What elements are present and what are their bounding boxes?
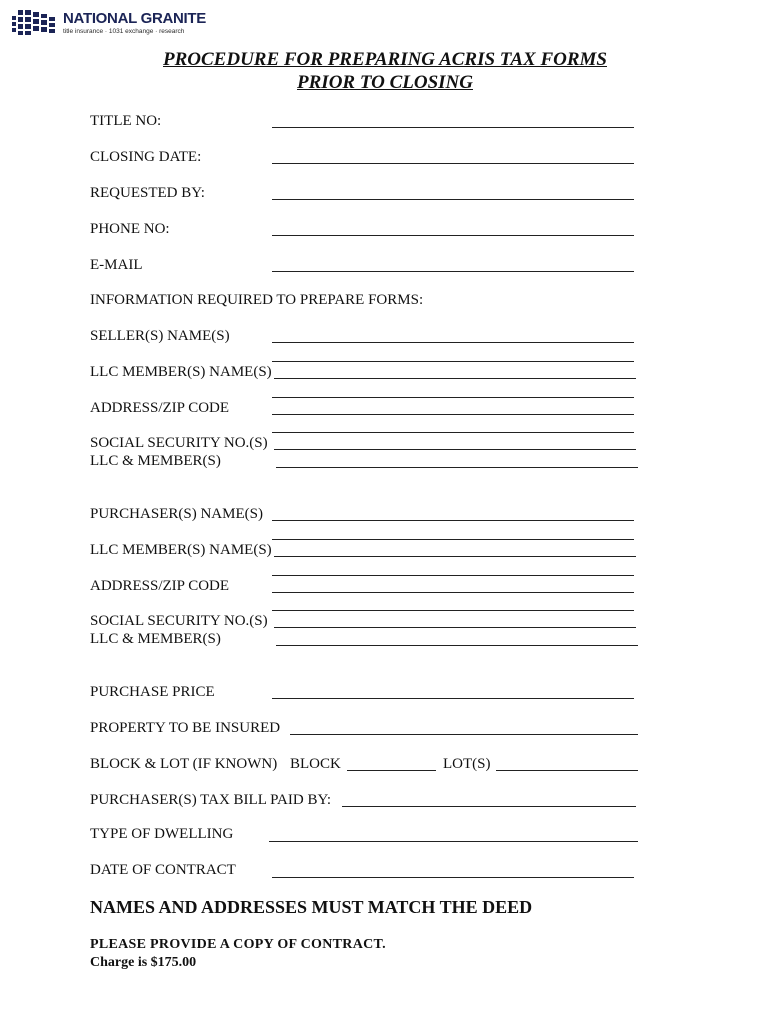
phone-no-label: PHONE NO: bbox=[90, 221, 170, 237]
seller-llc-and-members-label: LLC & MEMBER(S) bbox=[90, 453, 221, 469]
purchase-price-label: PURCHASE PRICE bbox=[90, 684, 215, 700]
block-field[interactable] bbox=[347, 770, 436, 771]
email-label: E-MAIL bbox=[90, 257, 143, 273]
property-insured-field[interactable] bbox=[290, 734, 638, 735]
lots-field[interactable] bbox=[496, 770, 638, 771]
seller-address-field-2[interactable] bbox=[272, 432, 634, 433]
info-required-heading: INFORMATION REQUIRED TO PREPARE FORMS: bbox=[90, 292, 424, 308]
seller-llc-and-members-field[interactable] bbox=[276, 467, 638, 468]
title-no-label: TITLE NO: bbox=[90, 113, 162, 129]
purchaser-ssn-field[interactable] bbox=[274, 627, 636, 628]
purchase-price-field[interactable] bbox=[272, 698, 634, 699]
purchaser-llc-members-label: LLC MEMBER(S) NAME(S) bbox=[90, 542, 272, 558]
title-no-field[interactable] bbox=[272, 127, 634, 128]
type-of-dwelling-label: TYPE OF DWELLING bbox=[90, 826, 234, 842]
block-lot-label: BLOCK & LOT (IF KNOWN) bbox=[90, 756, 278, 772]
seller-ssn-label: SOCIAL SECURITY NO.(S) bbox=[90, 435, 268, 451]
purchaser-llc-members-field-2[interactable] bbox=[272, 575, 634, 576]
page-subtitle: PRIOR TO CLOSING bbox=[297, 72, 473, 93]
seller-names-field-2[interactable] bbox=[272, 361, 634, 362]
company-logo bbox=[12, 8, 212, 40]
seller-names-label: SELLER(S) NAME(S) bbox=[90, 328, 230, 344]
purchaser-names-field-2[interactable] bbox=[272, 539, 634, 540]
seller-llc-members-field[interactable] bbox=[274, 378, 636, 379]
purchaser-names-field[interactable] bbox=[272, 520, 634, 521]
date-of-contract-field[interactable] bbox=[272, 877, 634, 878]
requested-by-label: REQUESTED BY: bbox=[90, 185, 205, 201]
logo-wordmark: NATIONAL GRANITE bbox=[63, 10, 206, 27]
block-label: BLOCK bbox=[290, 756, 341, 772]
seller-address-field[interactable] bbox=[272, 414, 634, 415]
tax-bill-paid-by-label: PURCHASER(S) TAX BILL PAID BY: bbox=[90, 792, 332, 808]
tax-bill-paid-by-field[interactable] bbox=[342, 806, 636, 807]
match-deed-notice: NAMES AND ADDRESSES MUST MATCH THE DEED bbox=[90, 897, 533, 917]
purchaser-llc-members-field[interactable] bbox=[274, 556, 636, 557]
purchaser-address-field-2[interactable] bbox=[272, 610, 634, 611]
property-insured-label: PROPERTY TO BE INSURED bbox=[90, 720, 281, 736]
building-grid-icon bbox=[12, 8, 60, 36]
seller-llc-members-label: LLC MEMBER(S) NAME(S) bbox=[90, 364, 272, 380]
date-of-contract-label: DATE OF CONTRACT bbox=[90, 862, 236, 878]
closing-date-field[interactable] bbox=[272, 163, 634, 164]
purchaser-llc-and-members-label: LLC & MEMBER(S) bbox=[90, 631, 221, 647]
requested-by-field[interactable] bbox=[272, 199, 634, 200]
charge-notice: Charge is $175.00 bbox=[90, 955, 197, 970]
purchaser-address-field[interactable] bbox=[272, 592, 634, 593]
seller-address-label: ADDRESS/ZIP CODE bbox=[90, 400, 230, 416]
logo-tagline: title insurance · 1031 exchange · research bbox=[63, 28, 185, 35]
purchaser-ssn-label: SOCIAL SECURITY NO.(S) bbox=[90, 613, 268, 629]
purchaser-llc-and-members-field[interactable] bbox=[276, 645, 638, 646]
closing-date-label: CLOSING DATE: bbox=[90, 149, 202, 165]
seller-ssn-field[interactable] bbox=[274, 449, 636, 450]
seller-llc-members-field-2[interactable] bbox=[272, 397, 634, 398]
purchaser-address-label: ADDRESS/ZIP CODE bbox=[90, 578, 230, 594]
lots-label: LOT(S) bbox=[443, 756, 491, 772]
seller-names-field[interactable] bbox=[272, 342, 634, 343]
type-of-dwelling-field[interactable] bbox=[269, 841, 638, 842]
provide-contract-notice: PLEASE PROVIDE A COPY OF CONTRACT. bbox=[90, 937, 386, 952]
purchaser-names-label: PURCHASER(S) NAME(S) bbox=[90, 506, 263, 522]
email-field[interactable] bbox=[272, 271, 634, 272]
phone-no-field[interactable] bbox=[272, 235, 634, 236]
page-title: PROCEDURE FOR PREPARING ACRIS TAX FORMS bbox=[163, 49, 607, 70]
